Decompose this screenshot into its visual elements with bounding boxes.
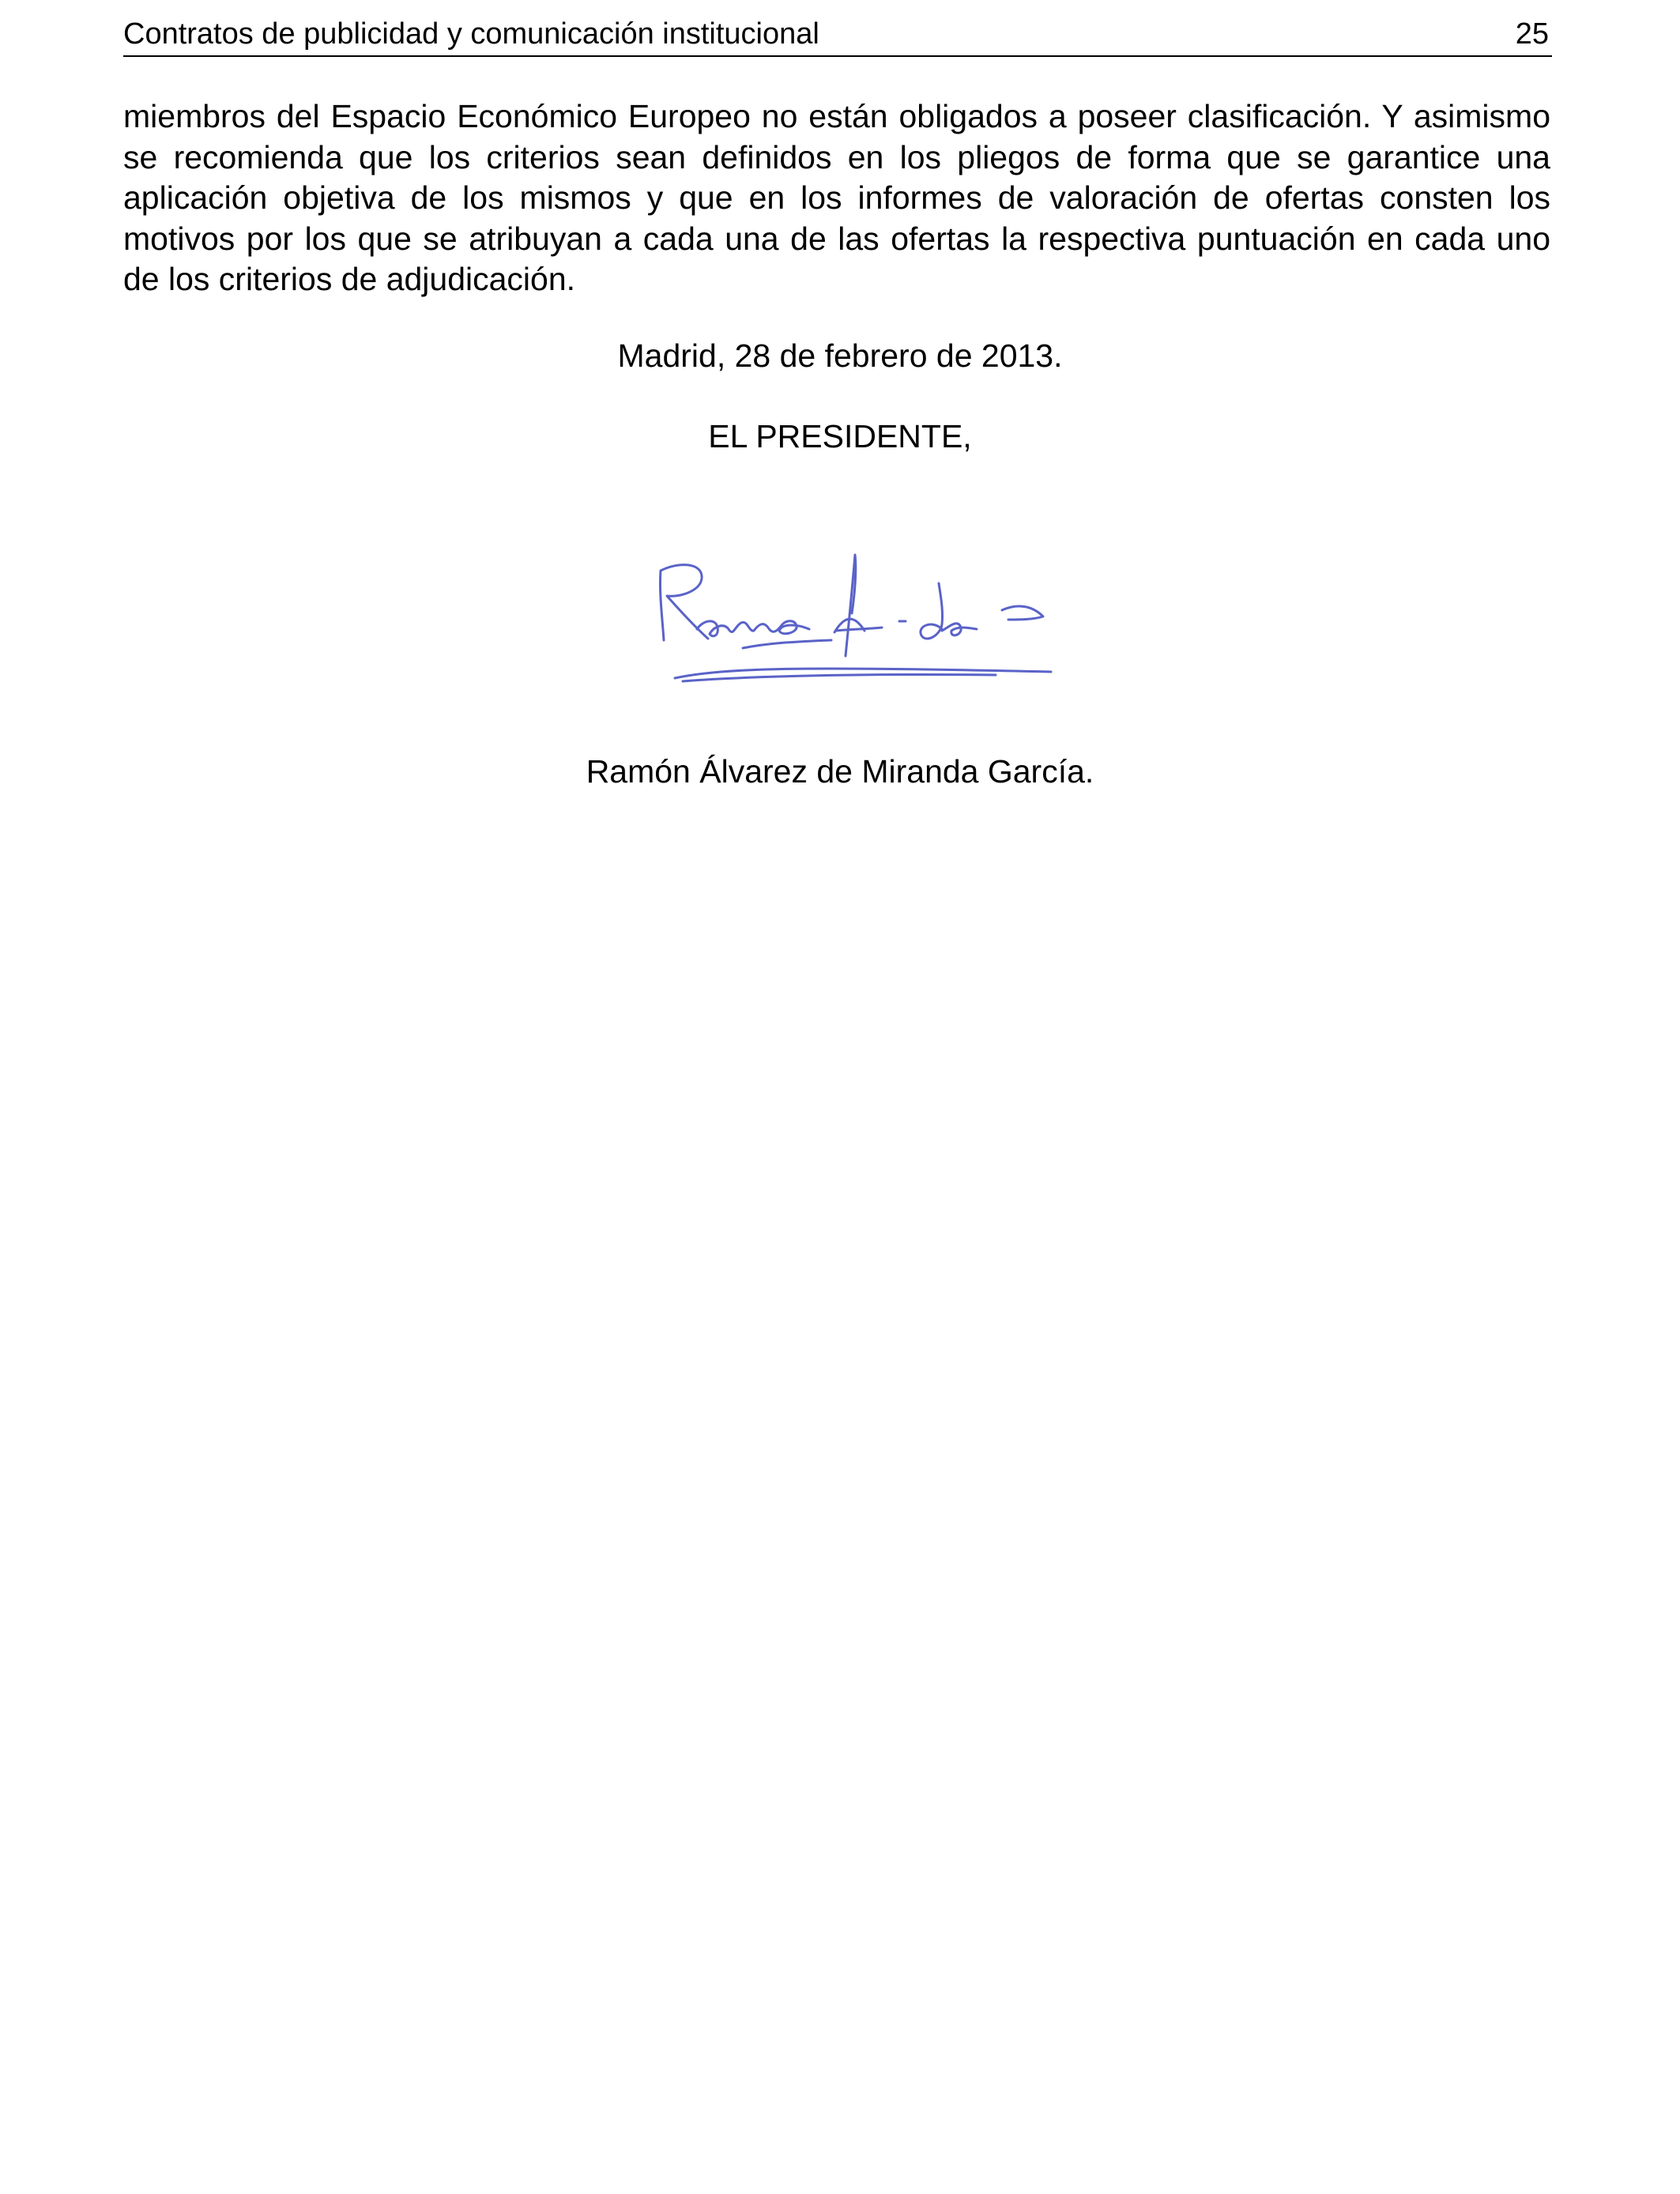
signature-image [648,537,1059,696]
date-line: Madrid, 28 de febrero de 2013. [617,337,1063,374]
signatory-name: Ramón Álvarez de Miranda García. [586,753,1094,790]
signatory-role: EL PRESIDENTE, [708,418,972,454]
running-header [123,13,1552,57]
body-paragraph: miembros del Espacio Económico Europeo no están obligados a poseer clasificación. Y asimismo se recomienda que los criterios sean definidos en los pliegos de forma que se garantice una aplicación objetiva de los mismos y que en los informes de valoración de ofertas consten los motivos por los que se atribuyan a cada una de las ofertas la respectiva puntuación en cada uno de los criterios de adjudicación. [123,98,1550,297]
header-title: Contratos de publicidad y comunicación institucional [123,17,819,51]
page-number: 25 [1515,17,1549,51]
